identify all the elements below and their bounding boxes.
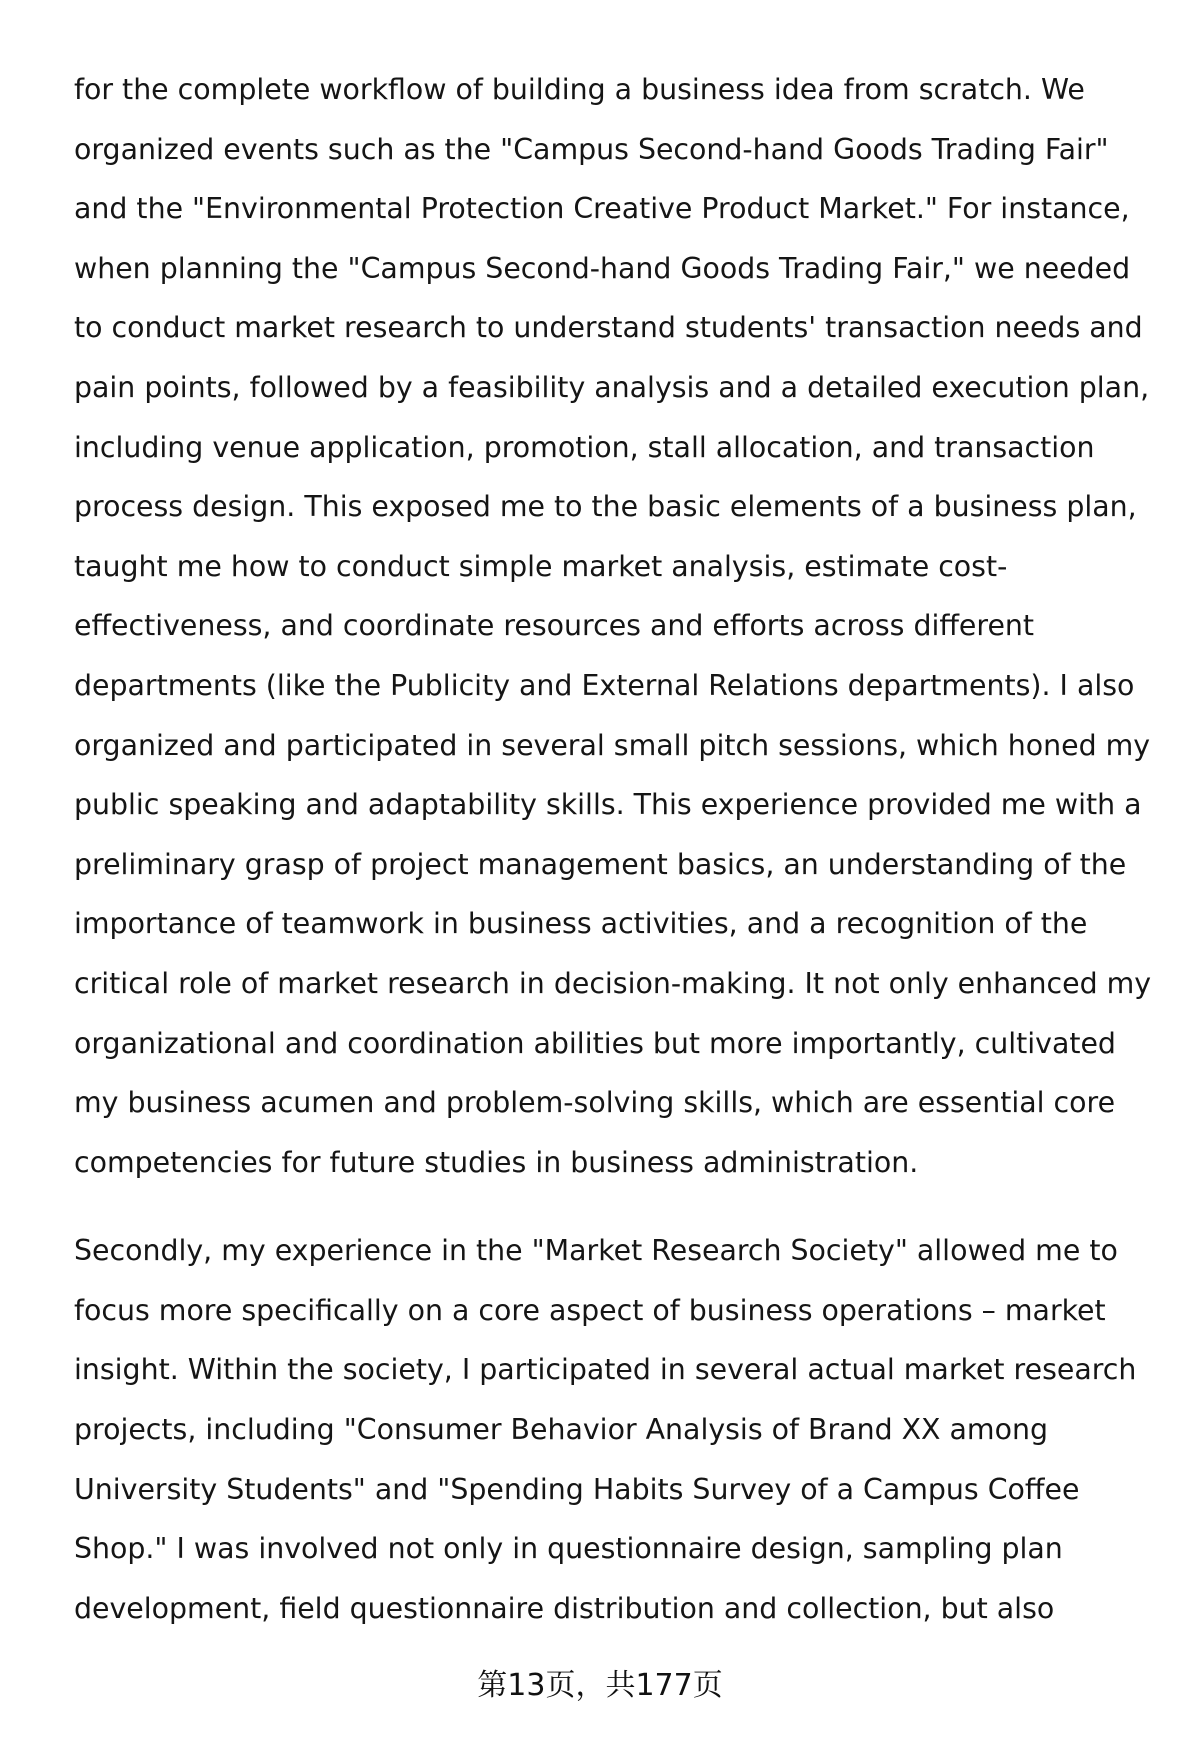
text-line: organized events such as the "Campus Second-hand Goods Trading Fair" xyxy=(74,132,1109,166)
text-line: departments (like the Publicity and External Relations departments). I also xyxy=(74,668,1135,702)
text-line: taught me how to conduct simple market analysis, estimate cost- xyxy=(74,549,1008,583)
text-line: organizational and coordination abilities but more importantly, cultivated xyxy=(74,1026,1116,1060)
text-line: pain points, followed by a feasibility analysis and a detailed execution plan, xyxy=(74,370,1150,404)
text-line: preliminary grasp of project management basics, an understanding of the xyxy=(74,847,1127,881)
text-line: including venue application, promotion, stall allocation, and transaction xyxy=(74,430,1095,464)
paragraph-market-research-society xyxy=(74,1221,1160,1638)
text-line: when planning the "Campus Second-hand Goods Trading Fair," we needed xyxy=(74,251,1131,285)
text-line: focus more specifically on a core aspect of business operations – market xyxy=(74,1293,1106,1327)
text-line: to conduct market research to understand students' transaction needs and xyxy=(74,311,1143,345)
text-line: for the complete workflow of building a business idea from scratch. We xyxy=(74,73,1085,106)
text-line: public speaking and adaptability skills. This experience provided me with a xyxy=(74,788,1142,822)
page-number-footer: 第13页，共177页 xyxy=(477,1668,723,1703)
text-line: insight. Within the society, I participated in several actual market research xyxy=(74,1353,1137,1387)
text-line: development, field questionnaire distribution and collection, but also xyxy=(74,1591,1055,1625)
text-line: my business acumen and problem-solving skills, which are essential core xyxy=(74,1086,1116,1120)
text-line: effectiveness, and coordinate resources and efforts across different xyxy=(74,609,1035,643)
text-line: Shop." I was involved not only in questionnaire design, sampling plan xyxy=(74,1532,1063,1566)
text-line: competencies for future studies in business administration. xyxy=(74,1145,919,1179)
text-line: importance of teamwork in business activities, and a recognition of the xyxy=(74,907,1088,941)
text-line: critical role of market research in decision-making. It not only enhanced my xyxy=(74,966,1152,1000)
text-line: and the "Environmental Protection Creative Product Market." For instance, xyxy=(74,192,1130,226)
text-line: University Students" and "Spending Habits Survey of a Campus Coffee xyxy=(74,1472,1080,1506)
text-line: organized and participated in several small pitch sessions, which honed my xyxy=(74,728,1151,762)
paragraph-entrepreneurship-club xyxy=(74,60,1160,1192)
document-body xyxy=(74,60,1160,1638)
text-line: projects, including "Consumer Behavior Analysis of Brand XX among xyxy=(74,1413,1048,1447)
text-line: Secondly, my experience in the "Market Research Society" allowed me to xyxy=(74,1234,1118,1268)
text-line: process design. This exposed me to the basic elements of a business plan, xyxy=(74,490,1137,524)
